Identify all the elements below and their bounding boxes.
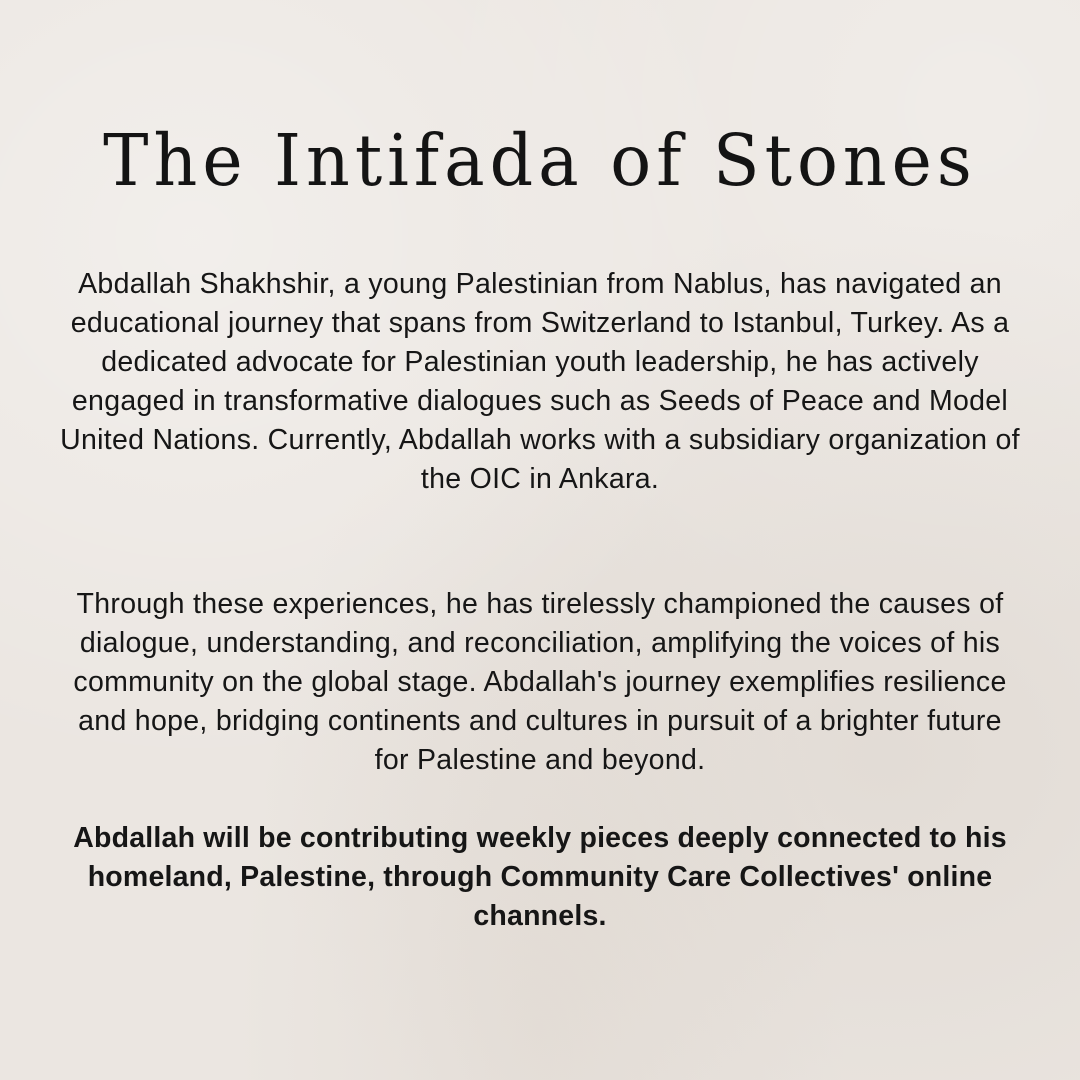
announcement-paragraph: Abdallah will be contributing weekly pieces deeply connected to his homeland, Palestine, through Community Care Collectives' online channels. [73,822,1007,932]
page-title: The Intifada of Stones [103,120,977,203]
experience-paragraph: Through these experiences, he has tirelessly championed the causes of dialogue, understanding, and reconciliation, amplifying the voices of his community on the global stage. Abdallah's journey exemplifies resilience and hope, bridging continents and cultures in pursuit of a brighter future for Palestine and beyond. [73,588,1007,776]
bio-paragraph: Abdallah Shakhshir, a young Palestinian from Nablus, has navigated an educational journey that spans from Switzerland to Istanbul, Turkey. As a dedicated advocate for Palestinian youth leadership, he has actively engaged in transformative dialogues such as Seeds of Peace and Model United Nations. Currently, Abdallah works with a subsidiary organization of the OIC in Ankara. [60,268,1020,495]
